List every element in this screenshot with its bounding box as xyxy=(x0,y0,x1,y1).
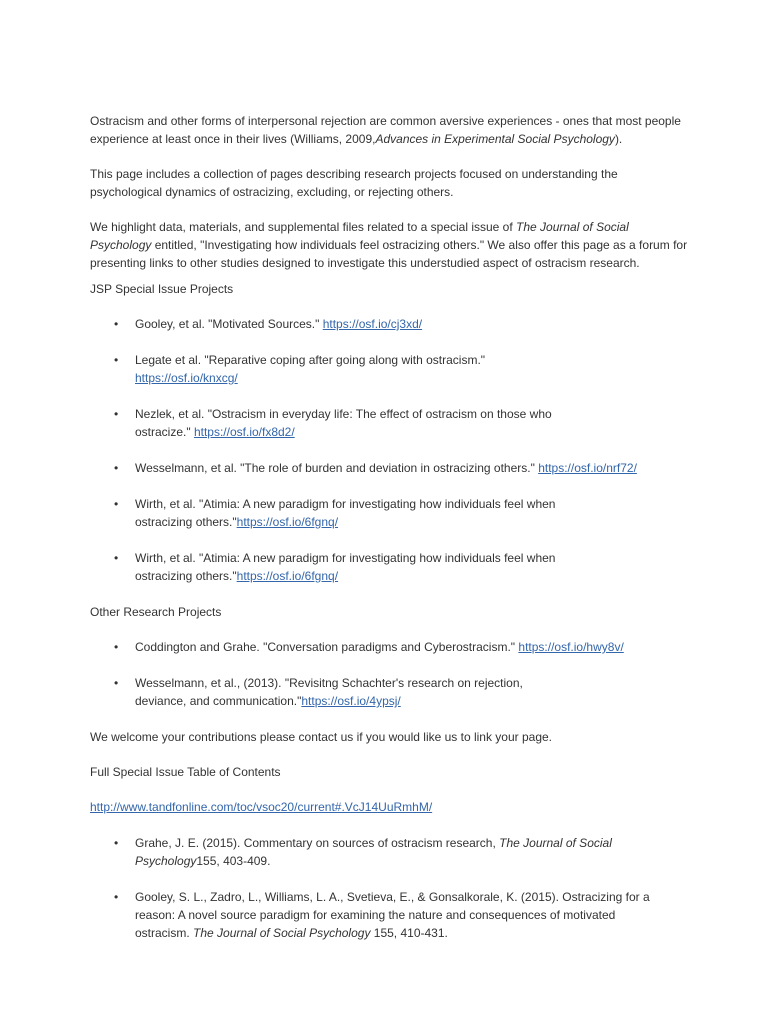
item-text: Wesselmann, et al. "The role of burden and deviation in ostracizing others." xyxy=(135,461,539,475)
list-item xyxy=(90,674,575,710)
item-text: Wesselmann, et al., (2013). "Revisitng Schachter's research on rejection, deviance, and communication." xyxy=(135,676,523,708)
ref-text: Grahe, J. E. (2015). Commentary on sources of ostracism research, xyxy=(135,836,500,850)
intro-paragraph-1 xyxy=(90,112,690,148)
toc-heading: Full Special Issue Table of Contents xyxy=(90,765,281,779)
reference-list xyxy=(90,834,690,942)
item-text: Wirth, et al. "Atimia: A new paradigm for investigating how individuals feel when ostracizing others." xyxy=(135,551,556,583)
item-text: Coddington and Grahe. "Conversation paradigms and Cyberostracism." xyxy=(135,640,519,654)
osf-link[interactable]: https://osf.io/knxcg/ xyxy=(135,371,238,385)
list-item xyxy=(90,405,567,441)
list-item xyxy=(90,495,615,531)
ref-journal: The Journal of Social Psychology xyxy=(135,836,612,868)
osf-link[interactable]: https://osf.io/4ypsj/ xyxy=(301,694,401,708)
intro-p3-journal: The Journal of Social Psychology xyxy=(90,220,629,252)
list-item xyxy=(90,888,655,942)
intro-paragraph-2: This page includes a collection of pages describing research projects focused on understanding the psychological dynamics of ostracizing, excluding, or rejecting others. xyxy=(90,167,618,199)
list-item xyxy=(90,351,567,387)
osf-link[interactable]: https://osf.io/cj3xd/ xyxy=(322,317,423,331)
item-text: Nezlek, et al. "Ostracism in everyday life: The effect of ostracism on those who ostracize." xyxy=(135,407,552,439)
list-item xyxy=(90,834,625,870)
list-item xyxy=(90,549,615,585)
list-item xyxy=(90,638,675,656)
list-item xyxy=(90,459,675,477)
list-item xyxy=(90,315,567,333)
document-body xyxy=(90,112,690,960)
osf-link[interactable]: https://osf.io/fx8d2/ xyxy=(193,425,295,439)
tandfonline-link[interactable]: http://www.tandfonline.com/toc/vsoc20/current#.VcJ14UuRmhM/ xyxy=(90,800,433,814)
osf-link[interactable]: https://osf.io/6fgnq/ xyxy=(236,569,339,583)
item-text: Wirth, et al. "Atimia: A new paradigm for investigating how individuals feel when ostracizing others." xyxy=(135,497,556,529)
ref-text: Gooley, S. L., Zadro, L., Williams, L. A., Svetieva, E., & Gonsalkorale, K. (2015). Ostracizing for a reason: A novel source paradigm for examining the nature and consequences of motivated ostracism. xyxy=(135,890,650,940)
contribute-text: We welcome your contributions please contact us if you would like us to link your page. xyxy=(90,730,553,744)
ref-end: 155, 410-431. xyxy=(370,926,448,940)
jsp-project-list xyxy=(90,315,690,585)
intro-text: Ostracism and other forms of interpersonal rejection are common aversive experiences - ones that most people experience at least once in their lives (Williams, 2009, xyxy=(90,114,681,146)
osf-link[interactable]: https://osf.io/hwy8v/ xyxy=(518,640,624,654)
intro-journal-title: Advances in Experimental Social Psychology xyxy=(375,132,615,146)
osf-link[interactable]: https://osf.io/6fgnq/ xyxy=(236,515,339,529)
item-text: Gooley, et al. "Motivated Sources." xyxy=(135,317,323,331)
other-section-heading: Other Research Projects xyxy=(90,605,222,619)
intro-p3-start: We highlight data, materials, and supplemental files related to a special issue of xyxy=(90,220,517,234)
toc-link-line xyxy=(90,798,690,816)
intro-p3-end: entitled, "Investigating how individuals feel ostracizing others." We also offer this page as a forum for presenting links to other studies designed to investigate this understudied aspect of ostracism research. xyxy=(90,238,688,270)
ref-journal: The Journal of Social Psychology xyxy=(193,926,371,940)
intro-text-end: ). xyxy=(614,132,623,146)
osf-link[interactable]: https://osf.io/nrf72/ xyxy=(538,461,637,475)
item-text: Legate et al. "Reparative coping after going along with ostracism." xyxy=(135,353,486,367)
intro-paragraph-3 xyxy=(90,218,690,272)
other-project-list xyxy=(90,638,690,710)
ref-end: 155, 403-409. xyxy=(196,854,271,868)
jsp-section-heading: JSP Special Issue Projects xyxy=(90,282,234,296)
